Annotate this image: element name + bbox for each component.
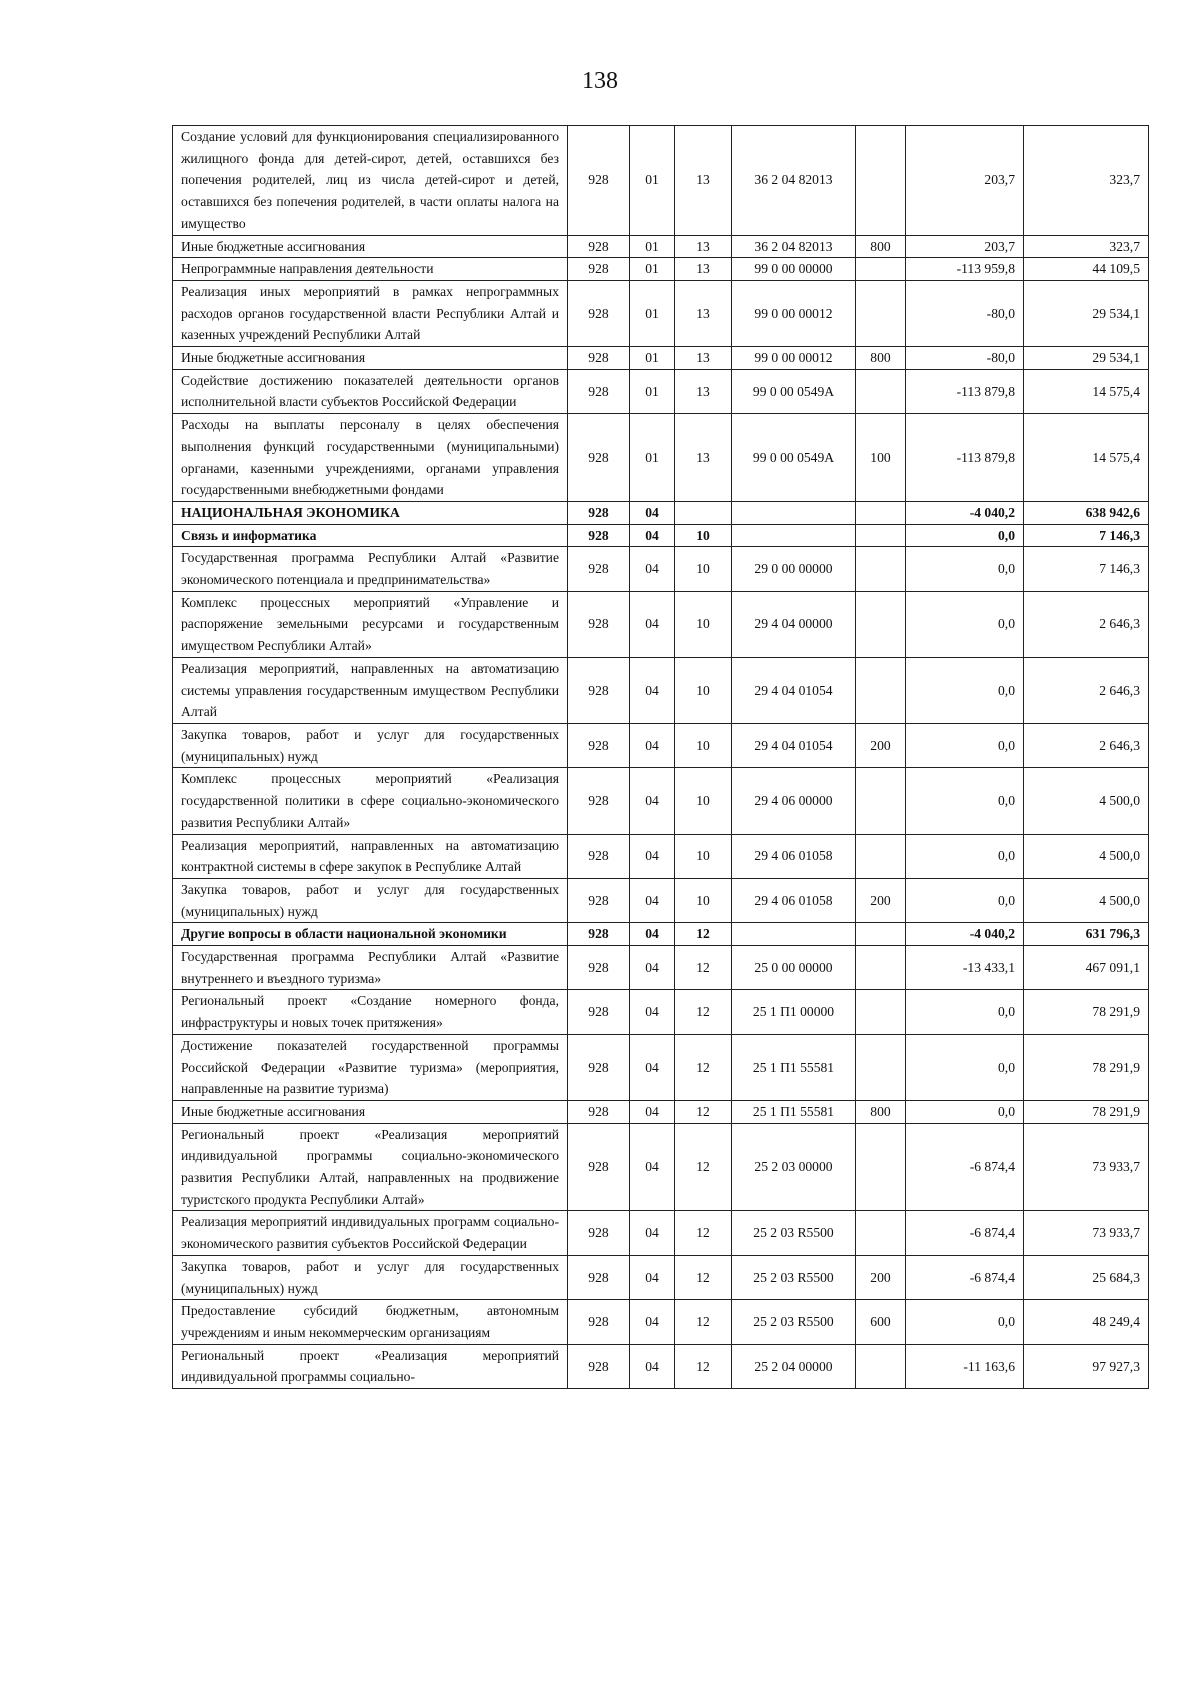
row-section-code: 04	[630, 723, 675, 767]
row-grbs-code: 928	[568, 280, 630, 346]
row-amount-change: 0,0	[906, 657, 1024, 723]
row-subsection-code: 12	[675, 923, 732, 946]
row-target-article-code	[732, 923, 856, 946]
row-expense-type-code	[856, 126, 906, 236]
row-target-article-code: 36 2 04 82013	[732, 235, 856, 258]
row-expense-type-code: 800	[856, 347, 906, 370]
row-expense-type-code	[856, 547, 906, 591]
row-name: Реализация мероприятий, направленных на автоматизацию системы управления государственным имуществом Республики Алтай	[173, 657, 568, 723]
row-subsection-code: 13	[675, 280, 732, 346]
row-name: Иные бюджетные ассигнования	[173, 347, 568, 370]
row-target-article-code: 36 2 04 82013	[732, 126, 856, 236]
row-expense-type-code: 200	[856, 878, 906, 922]
row-subsection-code: 10	[675, 723, 732, 767]
row-expense-type-code: 800	[856, 1100, 906, 1123]
budget-table	[172, 125, 1149, 1389]
row-section-code: 04	[630, 1123, 675, 1211]
row-section-code: 04	[630, 834, 675, 878]
row-subsection-code: 10	[675, 878, 732, 922]
row-expense-type-code	[856, 990, 906, 1034]
row-amount-total: 78 291,9	[1024, 1034, 1149, 1100]
row-expense-type-code	[856, 591, 906, 657]
row-expense-type-code	[856, 258, 906, 281]
row-section-code: 04	[630, 1211, 675, 1255]
table-row	[173, 1211, 1149, 1255]
row-subsection-code: 10	[675, 591, 732, 657]
row-grbs-code: 928	[568, 1300, 630, 1344]
row-section-code: 04	[630, 591, 675, 657]
row-amount-change: 0,0	[906, 723, 1024, 767]
row-amount-total: 4 500,0	[1024, 834, 1149, 878]
row-expense-type-code	[856, 657, 906, 723]
row-subsection-code: 12	[675, 946, 732, 990]
table-row	[173, 258, 1149, 281]
row-section-code: 04	[630, 990, 675, 1034]
row-name: НАЦИОНАЛЬНАЯ ЭКОНОМИКА	[173, 501, 568, 524]
table-row	[173, 235, 1149, 258]
row-name: Связь и информатика	[173, 524, 568, 547]
row-target-article-code: 99 0 00 0549А	[732, 414, 856, 502]
row-amount-change: 0,0	[906, 1034, 1024, 1100]
row-amount-change: 0,0	[906, 591, 1024, 657]
row-grbs-code: 928	[568, 126, 630, 236]
row-amount-change: -113 879,8	[906, 414, 1024, 502]
row-amount-change: 0,0	[906, 1300, 1024, 1344]
row-target-article-code: 99 0 00 00012	[732, 347, 856, 370]
row-target-article-code: 29 4 06 00000	[732, 768, 856, 834]
row-amount-total: 44 109,5	[1024, 258, 1149, 281]
table-row	[173, 280, 1149, 346]
table-row	[173, 946, 1149, 990]
row-name: Иные бюджетные ассигнования	[173, 235, 568, 258]
row-expense-type-code	[856, 834, 906, 878]
row-section-code: 04	[630, 1255, 675, 1299]
row-target-article-code: 25 2 03 R5500	[732, 1211, 856, 1255]
row-grbs-code: 928	[568, 878, 630, 922]
row-name: Закупка товаров, работ и услуг для государственных (муниципальных) нужд	[173, 723, 568, 767]
row-name: Закупка товаров, работ и услуг для государственных (муниципальных) нужд	[173, 878, 568, 922]
table-row	[173, 1123, 1149, 1211]
table-row	[173, 768, 1149, 834]
row-amount-change: -113 959,8	[906, 258, 1024, 281]
row-amount-change: -113 879,8	[906, 369, 1024, 413]
table-row	[173, 1100, 1149, 1123]
row-amount-change: 0,0	[906, 547, 1024, 591]
row-amount-total: 631 796,3	[1024, 923, 1149, 946]
row-amount-change: -11 163,6	[906, 1344, 1024, 1388]
row-subsection-code: 13	[675, 258, 732, 281]
table-row	[173, 369, 1149, 413]
row-grbs-code: 928	[568, 591, 630, 657]
row-name: Государственная программа Республики Алтай «Развитие экономического потенциала и предпринимательства»	[173, 547, 568, 591]
row-name: Достижение показателей государственной программы Российской Федерации «Развитие туризма» (мероприятия, направленные на развитие туризма)	[173, 1034, 568, 1100]
row-subsection-code: 13	[675, 369, 732, 413]
row-expense-type-code	[856, 1344, 906, 1388]
row-expense-type-code: 800	[856, 235, 906, 258]
row-amount-total: 78 291,9	[1024, 1100, 1149, 1123]
row-name: Региональный проект «Создание номерного фонда, инфраструктуры и новых точек притяжения»	[173, 990, 568, 1034]
row-grbs-code: 928	[568, 657, 630, 723]
table-row	[173, 414, 1149, 502]
row-amount-change: 0,0	[906, 878, 1024, 922]
row-target-article-code: 25 2 03 R5500	[732, 1300, 856, 1344]
row-name: Региональный проект «Реализация мероприятий индивидуальной программы социально-экономического развития Республики Алтай, направленных на продвижение туристского продукта Республики Алтай»	[173, 1123, 568, 1211]
row-subsection-code: 13	[675, 126, 732, 236]
row-amount-total: 14 575,4	[1024, 369, 1149, 413]
row-amount-change: 0,0	[906, 524, 1024, 547]
row-section-code: 01	[630, 369, 675, 413]
table-row	[173, 126, 1149, 236]
row-name: Создание условий для функционирования специализированного жилищного фонда для детей-сирот, детей, оставшихся без попечения родителей, лиц из числа детей-сирот и детей, оставшихся без попечения родителей, в части оплаты налога на имущество	[173, 126, 568, 236]
row-subsection-code: 12	[675, 1034, 732, 1100]
row-expense-type-code	[856, 280, 906, 346]
row-expense-type-code	[856, 1211, 906, 1255]
row-name: Расходы на выплаты персоналу в целях обеспечения выполнения функций государственными (муниципальными) органами, казенными учреждениями, органами управления государственными внебюджетными фондами	[173, 414, 568, 502]
row-amount-total: 29 534,1	[1024, 280, 1149, 346]
row-name: Другие вопросы в области национальной экономики	[173, 923, 568, 946]
row-section-code: 04	[630, 501, 675, 524]
row-amount-total: 97 927,3	[1024, 1344, 1149, 1388]
row-amount-total: 4 500,0	[1024, 768, 1149, 834]
row-amount-total: 4 500,0	[1024, 878, 1149, 922]
row-amount-total: 14 575,4	[1024, 414, 1149, 502]
row-amount-change: -6 874,4	[906, 1123, 1024, 1211]
row-name: Иные бюджетные ассигнования	[173, 1100, 568, 1123]
row-amount-total: 73 933,7	[1024, 1123, 1149, 1211]
row-amount-total: 48 249,4	[1024, 1300, 1149, 1344]
table-row	[173, 547, 1149, 591]
table-row	[173, 990, 1149, 1034]
table-row	[173, 1300, 1149, 1344]
row-section-code: 04	[630, 1034, 675, 1100]
row-amount-total: 7 146,3	[1024, 547, 1149, 591]
row-subsection-code: 10	[675, 834, 732, 878]
row-subsection-code: 10	[675, 768, 732, 834]
row-amount-change: -4 040,2	[906, 923, 1024, 946]
row-subsection-code: 13	[675, 414, 732, 502]
table-row	[173, 834, 1149, 878]
row-section-code: 04	[630, 547, 675, 591]
row-amount-change: -80,0	[906, 347, 1024, 370]
row-grbs-code: 928	[568, 768, 630, 834]
row-name: Предоставление субсидий бюджетным, автономным учреждениям и иным некоммерческим организациям	[173, 1300, 568, 1344]
row-subsection-code: 12	[675, 1100, 732, 1123]
row-name: Непрограммные направления деятельности	[173, 258, 568, 281]
row-target-article-code: 25 0 00 00000	[732, 946, 856, 990]
row-target-article-code: 25 2 03 00000	[732, 1123, 856, 1211]
row-target-article-code: 25 1 П1 55581	[732, 1034, 856, 1100]
row-subsection-code: 10	[675, 547, 732, 591]
row-expense-type-code	[856, 1123, 906, 1211]
row-amount-total: 323,7	[1024, 126, 1149, 236]
row-amount-change: 0,0	[906, 768, 1024, 834]
row-section-code: 04	[630, 657, 675, 723]
table-row	[173, 1034, 1149, 1100]
row-grbs-code: 928	[568, 414, 630, 502]
row-subsection-code: 12	[675, 990, 732, 1034]
row-amount-change: -6 874,4	[906, 1211, 1024, 1255]
row-section-code: 01	[630, 126, 675, 236]
row-section-code: 01	[630, 347, 675, 370]
row-amount-change: -4 040,2	[906, 501, 1024, 524]
table-row	[173, 1255, 1149, 1299]
row-grbs-code: 928	[568, 547, 630, 591]
row-expense-type-code	[856, 369, 906, 413]
row-amount-total: 7 146,3	[1024, 524, 1149, 547]
row-target-article-code: 29 4 06 01058	[732, 878, 856, 922]
row-name: Реализация мероприятий, направленных на автоматизацию контрактной системы в сфере закупок в Республике Алтай	[173, 834, 568, 878]
row-section-code: 04	[630, 524, 675, 547]
row-target-article-code: 25 2 04 00000	[732, 1344, 856, 1388]
row-expense-type-code	[856, 501, 906, 524]
row-amount-total: 638 942,6	[1024, 501, 1149, 524]
row-subsection-code	[675, 501, 732, 524]
row-name: Региональный проект «Реализация мероприятий индивидуальной программы социально-	[173, 1344, 568, 1388]
row-amount-change: 203,7	[906, 126, 1024, 236]
row-name: Содействие достижению показателей деятельности органов исполнительной власти субъектов Российской Федерации	[173, 369, 568, 413]
row-name: Комплекс процессных мероприятий «Реализация государственной политики в сфере социально-экономического развития Республики Алтай»	[173, 768, 568, 834]
row-grbs-code: 928	[568, 1211, 630, 1255]
row-name: Государственная программа Республики Алтай «Развитие внутреннего и въездного туризма»	[173, 946, 568, 990]
row-name: Комплекс процессных мероприятий «Управление и распоряжение земельными ресурсами и государственным имуществом Республики Алтай»	[173, 591, 568, 657]
row-amount-total: 467 091,1	[1024, 946, 1149, 990]
row-target-article-code: 99 0 00 00000	[732, 258, 856, 281]
row-amount-total: 323,7	[1024, 235, 1149, 258]
row-expense-type-code	[856, 923, 906, 946]
row-grbs-code: 928	[568, 369, 630, 413]
row-expense-type-code: 200	[856, 723, 906, 767]
table-row	[173, 347, 1149, 370]
row-amount-change: 0,0	[906, 1100, 1024, 1123]
row-expense-type-code	[856, 946, 906, 990]
row-target-article-code: 25 2 03 R5500	[732, 1255, 856, 1299]
row-section-code: 04	[630, 1300, 675, 1344]
row-grbs-code: 928	[568, 1255, 630, 1299]
row-amount-total: 25 684,3	[1024, 1255, 1149, 1299]
row-amount-change: -6 874,4	[906, 1255, 1024, 1299]
row-expense-type-code	[856, 1034, 906, 1100]
row-subsection-code: 13	[675, 235, 732, 258]
row-target-article-code	[732, 524, 856, 547]
row-name: Закупка товаров, работ и услуг для государственных (муниципальных) нужд	[173, 1255, 568, 1299]
row-expense-type-code	[856, 524, 906, 547]
row-amount-total: 29 534,1	[1024, 347, 1149, 370]
row-amount-total: 73 933,7	[1024, 1211, 1149, 1255]
row-section-code: 04	[630, 1344, 675, 1388]
table-row	[173, 524, 1149, 547]
row-section-code: 01	[630, 280, 675, 346]
table-row	[173, 1344, 1149, 1388]
page-number: 138	[582, 68, 618, 94]
row-amount-total: 2 646,3	[1024, 591, 1149, 657]
table-row	[173, 878, 1149, 922]
row-subsection-code: 12	[675, 1344, 732, 1388]
row-amount-total: 2 646,3	[1024, 723, 1149, 767]
row-target-article-code: 25 1 П1 55581	[732, 1100, 856, 1123]
row-grbs-code: 928	[568, 235, 630, 258]
row-expense-type-code	[856, 768, 906, 834]
row-grbs-code: 928	[568, 990, 630, 1034]
row-target-article-code	[732, 501, 856, 524]
row-section-code: 01	[630, 258, 675, 281]
row-section-code: 04	[630, 1100, 675, 1123]
row-subsection-code: 13	[675, 347, 732, 370]
row-section-code: 04	[630, 946, 675, 990]
row-target-article-code: 29 4 06 01058	[732, 834, 856, 878]
row-section-code: 04	[630, 878, 675, 922]
row-expense-type-code: 200	[856, 1255, 906, 1299]
row-amount-change: -13 433,1	[906, 946, 1024, 990]
row-grbs-code: 928	[568, 834, 630, 878]
row-amount-total: 78 291,9	[1024, 990, 1149, 1034]
row-grbs-code: 928	[568, 923, 630, 946]
row-amount-change: -80,0	[906, 280, 1024, 346]
row-amount-total: 2 646,3	[1024, 657, 1149, 723]
row-grbs-code: 928	[568, 1344, 630, 1388]
row-grbs-code: 928	[568, 524, 630, 547]
row-name: Реализация иных мероприятий в рамках непрограммных расходов органов государственной власти Республики Алтай и казенных учреждений Республики Алтай	[173, 280, 568, 346]
row-name: Реализация мероприятий индивидуальных программ социально-экономического развития субъектов Российской Федерации	[173, 1211, 568, 1255]
row-grbs-code: 928	[568, 723, 630, 767]
row-grbs-code: 928	[568, 1034, 630, 1100]
row-amount-change: 0,0	[906, 834, 1024, 878]
row-target-article-code: 29 0 00 00000	[732, 547, 856, 591]
row-subsection-code: 10	[675, 524, 732, 547]
row-grbs-code: 928	[568, 501, 630, 524]
row-section-code: 01	[630, 235, 675, 258]
row-target-article-code: 99 0 00 00012	[732, 280, 856, 346]
row-expense-type-code: 100	[856, 414, 906, 502]
row-grbs-code: 928	[568, 347, 630, 370]
row-target-article-code: 29 4 04 01054	[732, 723, 856, 767]
row-subsection-code: 10	[675, 657, 732, 723]
row-amount-change: 0,0	[906, 990, 1024, 1034]
row-target-article-code: 99 0 00 0549А	[732, 369, 856, 413]
row-grbs-code: 928	[568, 1123, 630, 1211]
row-grbs-code: 928	[568, 1100, 630, 1123]
row-subsection-code: 12	[675, 1211, 732, 1255]
row-section-code: 04	[630, 923, 675, 946]
table-row	[173, 501, 1149, 524]
row-section-code: 04	[630, 768, 675, 834]
row-subsection-code: 12	[675, 1300, 732, 1344]
table-body	[173, 126, 1149, 1389]
row-grbs-code: 928	[568, 258, 630, 281]
table-row	[173, 723, 1149, 767]
table-row	[173, 591, 1149, 657]
table-row	[173, 657, 1149, 723]
table-row	[173, 923, 1149, 946]
row-target-article-code: 29 4 04 01054	[732, 657, 856, 723]
row-grbs-code: 928	[568, 946, 630, 990]
row-expense-type-code: 600	[856, 1300, 906, 1344]
row-target-article-code: 29 4 04 00000	[732, 591, 856, 657]
row-subsection-code: 12	[675, 1123, 732, 1211]
row-section-code: 01	[630, 414, 675, 502]
row-target-article-code: 25 1 П1 00000	[732, 990, 856, 1034]
row-subsection-code: 12	[675, 1255, 732, 1299]
row-amount-change: 203,7	[906, 235, 1024, 258]
